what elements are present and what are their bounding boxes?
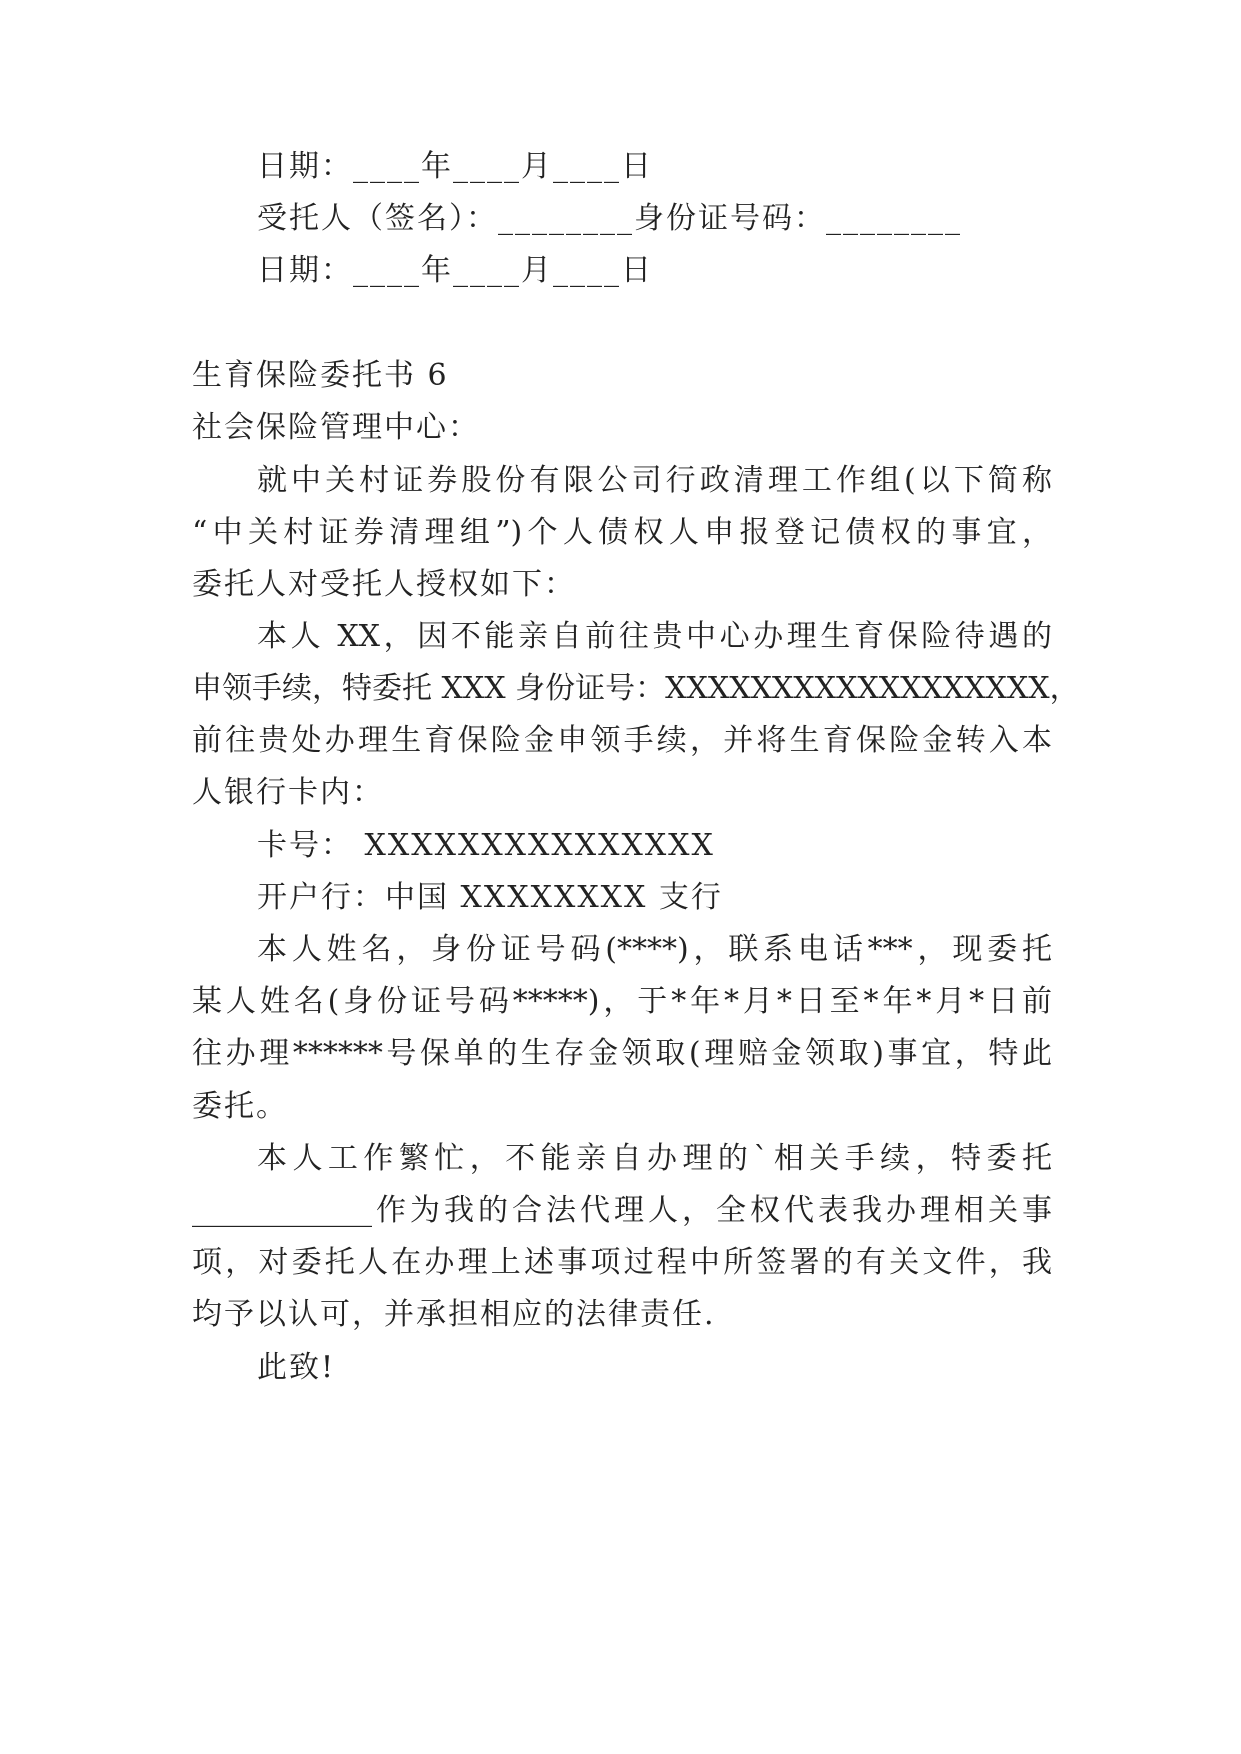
paragraph-2-line-2: 申领手续，特委托 XXX 身份证号：XXXXXXXXXXXXXXXXXX，: [192, 671, 1080, 706]
paragraph-3-line-3: 往办理******号保单的生存金领取(理赔金领取)事宜，特此: [192, 1036, 1052, 1071]
paragraph-4-line-1: 本人工作繁忙，不能亲自办理的`相关手续，特委托: [257, 1141, 1052, 1176]
paragraph-1-line-3: 委托人对受托人授权如下：: [192, 567, 576, 602]
paragraph-4-line-4: 均予以认可，并承担相应的法律责任.: [192, 1297, 716, 1332]
paragraph-4-line-3: 项，对委托人在办理上述事项过程中所签署的有关文件，我: [192, 1245, 1052, 1280]
paragraph-1-line-2: “中关村证券清理组”)个人债权人申报登记债权的事宜，: [192, 515, 1052, 550]
card-number-line: 卡号： XXXXXXXXXXXXXXX: [257, 828, 715, 863]
paragraph-3-line-4: 委托。: [192, 1089, 288, 1124]
bank-line: 开户行：中国 XXXXXXXX 支行: [257, 880, 723, 915]
paragraph-1-line-1: 就中关村证券股份有限公司行政清理工作组(以下简称: [257, 463, 1052, 498]
paragraph-3-line-2: 某人姓名(身份证号码*****)，于*年*月*日至*年*月*日前: [192, 984, 1052, 1019]
paragraph-2-line-3: 前往贵处办理生育保险金申领手续，并将生育保险金转入本: [192, 723, 1052, 758]
paragraph-2-line-1: 本人 XX，因不能亲自前往贵中心办理生育保险待遇的: [257, 619, 1052, 654]
date-line-1: 日期：____年____月____日: [257, 149, 653, 184]
document-title: 生育保险委托书 6: [192, 358, 449, 393]
paragraph-4-line-2: ____________作为我的合法代理人，全权代表我办理相关事: [192, 1193, 1052, 1228]
trustee-signature-line: 受托人（签名）：________身份证号码：________: [257, 201, 962, 236]
paragraph-2-line-4: 人银行卡内：: [192, 775, 384, 810]
closing-salutation: 此致!: [257, 1350, 336, 1385]
date-line-2: 日期：____年____月____日: [257, 253, 653, 288]
addressee: 社会保险管理中心：: [192, 410, 480, 445]
paragraph-3-line-1: 本人姓名，身份证号码(****)，联系电话***，现委托: [257, 932, 1052, 967]
